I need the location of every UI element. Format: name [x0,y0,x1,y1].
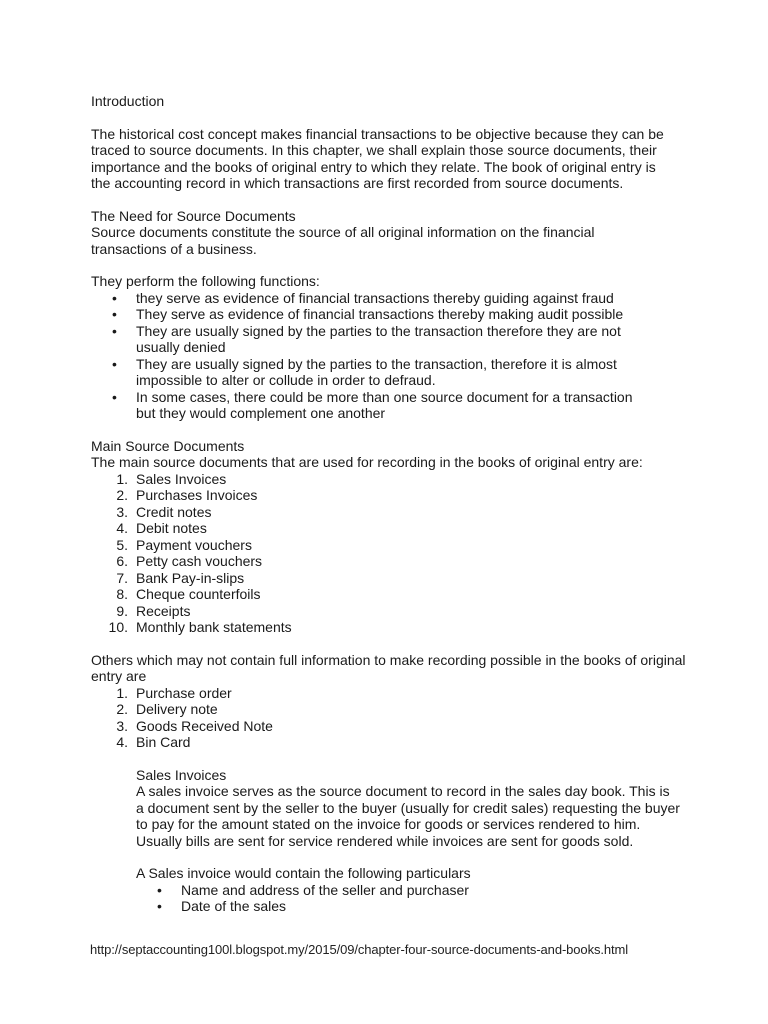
main-heading: Main Source Documents [91,437,245,454]
list-item: 10. Monthly bank statements [108,619,292,635]
list-item: 7. Bank Pay-in-slips [116,569,245,586]
list-item: 3. Credit notes [116,503,212,520]
list-item: • In some cases, there could be more than one source document for a transaction but they would complement one another [112,388,633,421]
list-item: 4. Debit notes [116,520,207,536]
main-paragraph: The main source documents that are used for recording in the books of original entry are: [91,454,643,470]
particulars-list [136,882,691,915]
sales-invoices-section [91,767,691,915]
need-paragraph: Source documents constitute the source of all original information on the financial transactions of a business. [91,224,595,257]
functions-list [91,290,651,422]
others-list [91,685,691,751]
bullet-icon: • [112,289,117,306]
functions-intro: They perform the following functions: [91,273,320,289]
list-item: 4. Bin Card [116,734,191,750]
list-item: 6. Petty cash vouchers [116,553,263,569]
intro-paragraph: The historical cost concept makes financial transactions to be objective because they can be traced to source documents. In this chapter, we shall explain those source documents, their importance and the books of original entry to which they relate. The book of original entry is the accounting record in which transactions are first recorded from source documents. [91,125,664,191]
list-item: 2. Delivery note [116,701,218,717]
list-item: • They are usually signed by the parties to the transaction, therefore it is almost impossible to alter or collude in order to defraud. [112,355,617,388]
sales-heading: Sales Invoices [136,766,227,783]
list-item: 1. Sales Invoices [116,470,227,487]
source-url: http://septaccounting100l.blogspot.my/2015/09/chapter-four-source-documents-and-books.html [90,942,629,957]
bullet-icon: • [112,388,117,405]
list-item: • they serve as evidence of financial transactions thereby guiding against fraud [112,289,614,306]
list-item: 5. Payment vouchers [116,536,252,553]
list-item: 9. Receipts [116,602,191,619]
need-heading: The Need for Source Documents [91,207,296,224]
bullet-icon: • [112,322,117,339]
bullet-icon: • [157,881,162,898]
list-item: 2. Purchases Invoices [116,487,258,503]
list-item: • Name and address of the seller and purchaser [157,881,469,898]
list-item: • Date of the sales [157,898,287,914]
document-page [91,93,691,915]
list-item: 1. Purchase order [116,684,232,701]
list-item: • They serve as evidence of financial transactions thereby making audit possible [112,306,624,322]
others-paragraph: Others which may not contain full information to make recording possible in the books of original entry are [91,651,686,684]
sales-paragraph: A sales invoice serves as the source document to record in the sales day book. This is a document sent by the seller to the buyer (usually for credit sales) requesting the buyer to pay for the amount stated on the invoice for goods or services rendered to him. Usually bills are sent for service rendered while invoices are sent for goods sold. [136,783,680,849]
bullet-icon: • [157,898,162,914]
particulars-intro: A Sales invoice would contain the following particulars [136,865,471,881]
bullet-icon: • [112,355,117,372]
main-documents-list [91,471,691,636]
list-item: 3. Goods Received Note [116,717,273,734]
list-item: • They are usually signed by the parties to the transaction therefore they are not usually denied [112,322,621,355]
bullet-icon: • [112,306,117,322]
intro-heading: Introduction [91,93,165,109]
list-item: 8. Cheque counterfoils [116,586,261,602]
